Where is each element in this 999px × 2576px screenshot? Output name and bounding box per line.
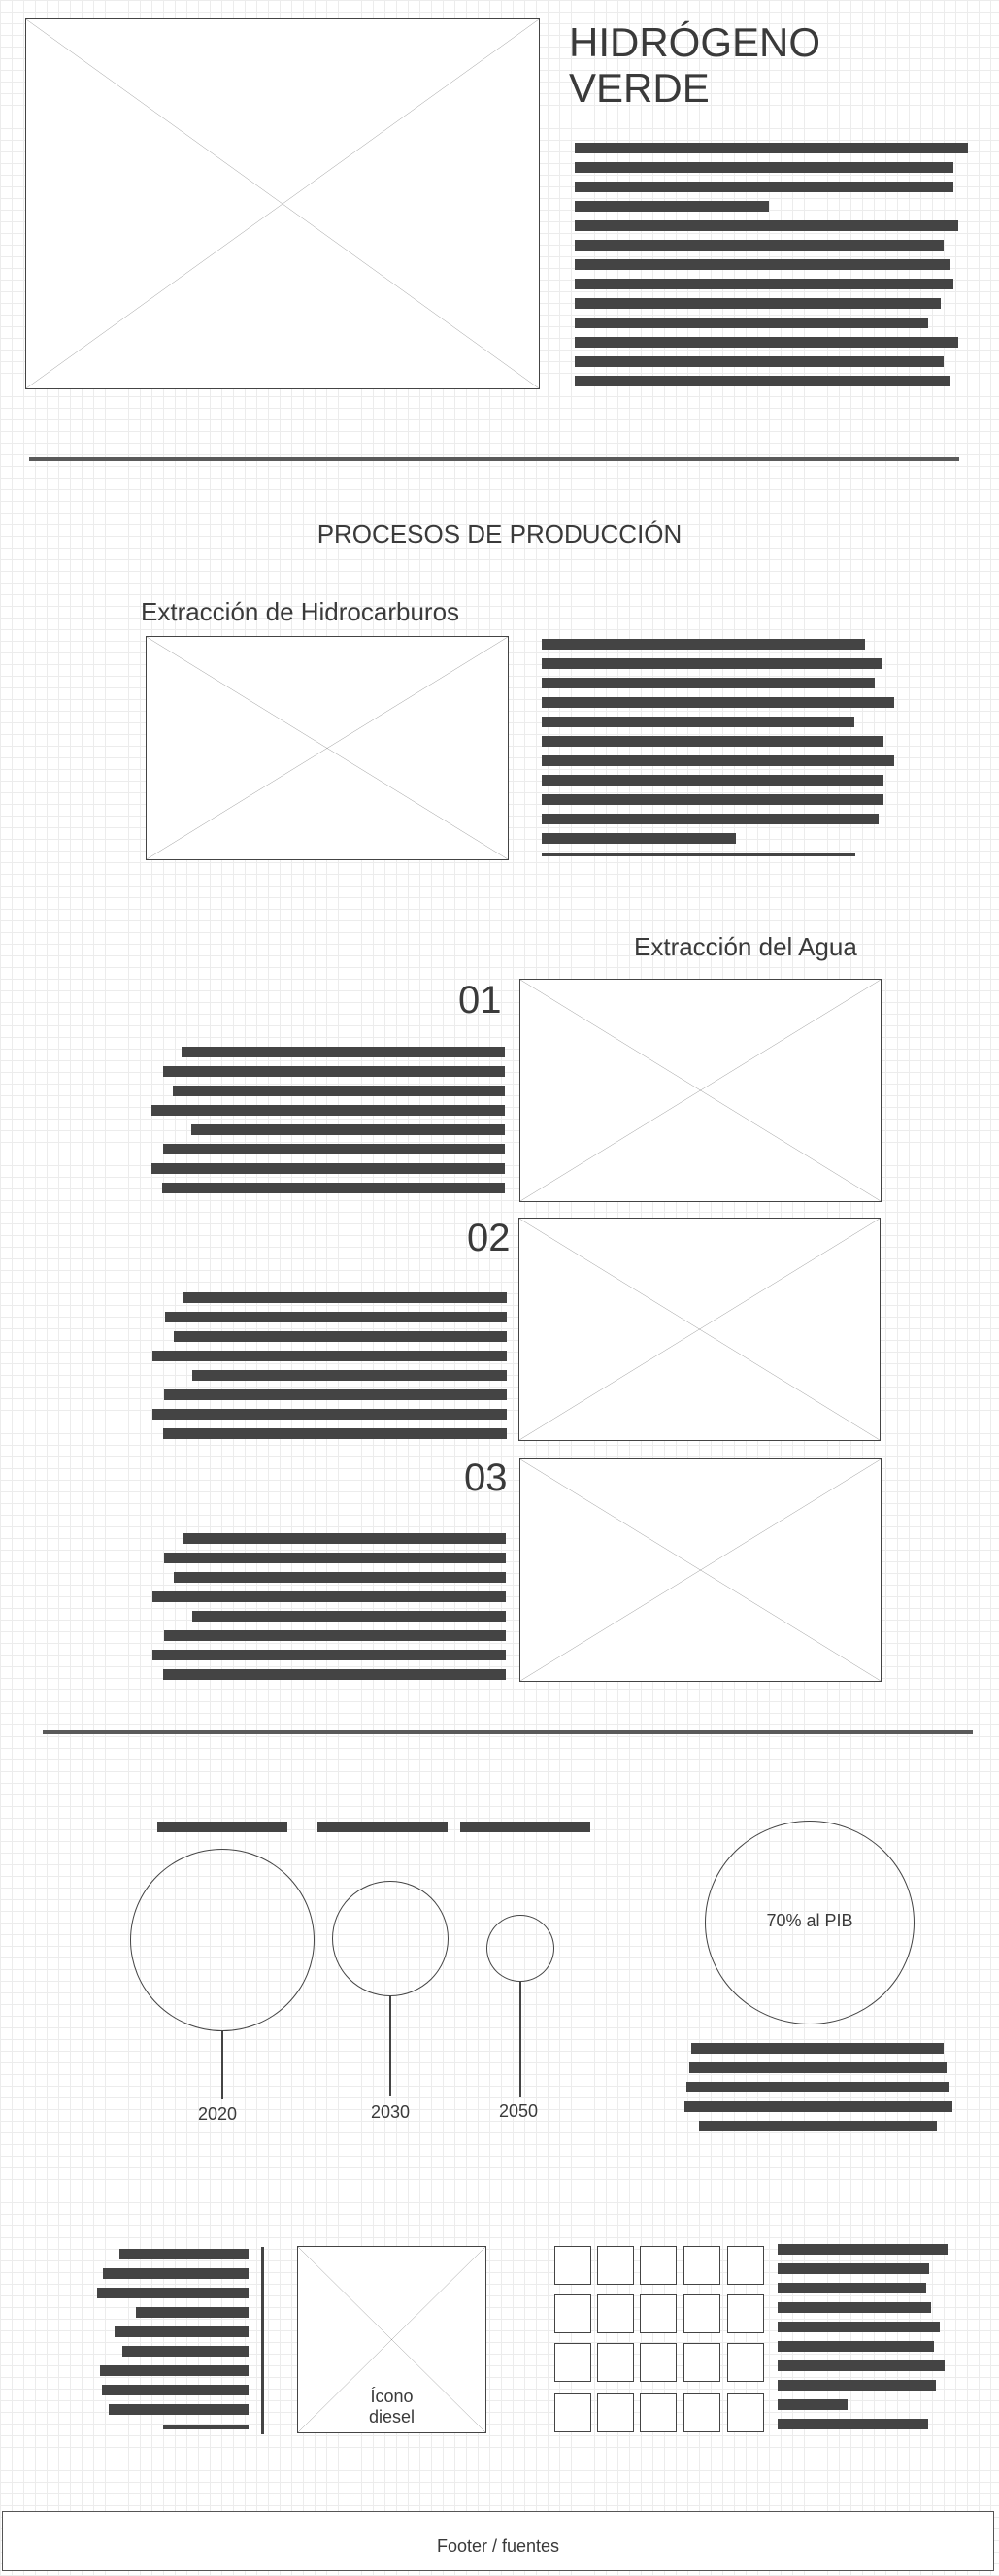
- text-line: [778, 2341, 934, 2352]
- placeholder-x-icon: [520, 1459, 881, 1681]
- text-line: [778, 2263, 929, 2274]
- text-line: [778, 2360, 945, 2371]
- text-line: [575, 182, 953, 192]
- grid-cell: [640, 2393, 677, 2432]
- text-line: [152, 1650, 506, 1660]
- stat-stem: [389, 1996, 391, 2096]
- text-line: [575, 162, 953, 173]
- text-line: [691, 2043, 944, 2054]
- text-line: [575, 220, 958, 231]
- grid-cell: [554, 2294, 591, 2333]
- text-line: [542, 697, 894, 708]
- text-line: [152, 1409, 507, 1420]
- text-line: [151, 1163, 505, 1174]
- hero-image-placeholder: [25, 18, 540, 389]
- grid-cell: [683, 2246, 720, 2285]
- text-line: [575, 201, 769, 212]
- text-line: [152, 1591, 506, 1602]
- grid-cell: [554, 2393, 591, 2432]
- grid-cell: [597, 2343, 634, 2382]
- text-line: [191, 1124, 505, 1135]
- placeholder-x-icon: [519, 1219, 880, 1440]
- placeholder-x-icon: [520, 980, 881, 1201]
- text-line: [778, 2244, 948, 2255]
- text-line: [542, 853, 855, 856]
- footer-label: Footer / fuentes: [436, 2536, 560, 2556]
- grid-cell: [597, 2393, 634, 2432]
- text-line: [686, 2082, 949, 2092]
- grid-cell: [683, 2393, 720, 2432]
- section-divider: [43, 1730, 973, 1734]
- water-heading: Extracción del Agua: [634, 932, 857, 961]
- text-line: [165, 1312, 507, 1322]
- placeholder-x-icon: [147, 637, 508, 859]
- text-line: [575, 337, 958, 348]
- text-line: [100, 2365, 249, 2376]
- text-line: [102, 2385, 249, 2395]
- grid-cell: [640, 2294, 677, 2333]
- text-line: [103, 2268, 249, 2279]
- step-number: 01: [458, 979, 502, 1021]
- text-line: [163, 1428, 507, 1439]
- text-line: [575, 356, 944, 367]
- step-image-placeholder: [519, 979, 882, 1202]
- text-line: [109, 2404, 249, 2415]
- text-line: [778, 2419, 928, 2429]
- text-line: [164, 1630, 506, 1641]
- text-line: [151, 1105, 505, 1116]
- footer: [2, 2511, 994, 2571]
- year-label: 2050: [498, 2101, 539, 2121]
- page-title: [569, 19, 820, 111]
- stat-label-line: [317, 1822, 448, 1832]
- text-line: [182, 1047, 505, 1057]
- text-line: [575, 279, 953, 289]
- stat-circle-2050: [486, 1915, 554, 1982]
- text-line: [575, 318, 928, 328]
- placeholder-x-icon: [26, 19, 539, 388]
- step-image-placeholder: [518, 1218, 881, 1441]
- text-line: [542, 833, 736, 844]
- grid-cell: [597, 2294, 634, 2333]
- text-line: [173, 1086, 505, 1096]
- section-divider: [29, 457, 959, 461]
- text-line: [183, 1533, 506, 1544]
- step-number: 03: [464, 1456, 508, 1499]
- text-line: [575, 259, 950, 270]
- text-line: [575, 240, 944, 251]
- vertical-divider: [261, 2247, 264, 2434]
- diesel-icon-label: [298, 2387, 485, 2427]
- step-image-placeholder: [519, 1458, 882, 1682]
- text-line: [119, 2249, 249, 2259]
- text-line: [163, 1144, 505, 1154]
- grid-cell: [683, 2294, 720, 2333]
- text-line: [575, 143, 968, 153]
- stat-label-line: [157, 1822, 287, 1832]
- text-line: [542, 717, 854, 727]
- text-line: [163, 1066, 505, 1077]
- text-line: [542, 755, 894, 766]
- text-line: [778, 2399, 848, 2410]
- year-label: 2020: [197, 2104, 238, 2124]
- text-line: [542, 678, 875, 688]
- text-line: [115, 2326, 249, 2337]
- text-line: [192, 1611, 506, 1622]
- text-line: [542, 658, 882, 669]
- text-line: [778, 2283, 926, 2293]
- text-line: [542, 814, 879, 824]
- text-line: [136, 2307, 249, 2318]
- stat-stem: [221, 2031, 223, 2099]
- grid-cell: [727, 2343, 764, 2382]
- text-line: [542, 775, 883, 786]
- stat-stem: [519, 1982, 521, 2097]
- text-line: [192, 1370, 507, 1381]
- text-line: [542, 794, 883, 805]
- stat-circle-2020: [130, 1849, 315, 2031]
- text-line: [778, 2322, 940, 2332]
- grid-cell: [640, 2246, 677, 2285]
- year-label: 2030: [370, 2102, 411, 2122]
- text-line: [152, 1351, 507, 1361]
- diesel-icon-label-line2: diesel: [368, 2407, 416, 2426]
- text-line: [689, 2062, 947, 2073]
- page-title-line1: HIDRÓGENO: [569, 19, 821, 65]
- text-line: [164, 1553, 506, 1563]
- text-line: [97, 2288, 249, 2298]
- text-line: [163, 2425, 249, 2429]
- grid-cell: [727, 2294, 764, 2333]
- stat-label-line: [460, 1822, 590, 1832]
- text-line: [174, 1331, 507, 1342]
- diesel-icon-label-line1: Ícono: [370, 2387, 414, 2406]
- grid-cell: [640, 2343, 677, 2382]
- text-line: [542, 736, 883, 747]
- production-heading: PROCESOS DE PRODUCCIÓN: [316, 519, 683, 549]
- text-line: [163, 1669, 506, 1680]
- step-number: 02: [467, 1217, 511, 1259]
- grid-cell: [727, 2246, 764, 2285]
- grid-cell: [554, 2343, 591, 2382]
- hydrocarbons-heading: Extracción de Hidrocarburos: [141, 597, 460, 626]
- grid-cell: [554, 2246, 591, 2285]
- text-line: [778, 2380, 936, 2391]
- hydrocarbons-image-placeholder: [146, 636, 509, 860]
- diesel-icon-placeholder: [297, 2246, 486, 2433]
- text-line: [183, 1292, 507, 1303]
- grid-cell: [683, 2343, 720, 2382]
- gdp-label: 70% al PIB: [766, 1911, 853, 1930]
- page-title-line2: VERDE: [569, 65, 710, 111]
- grid-cell: [597, 2246, 634, 2285]
- text-line: [575, 298, 941, 309]
- text-line: [778, 2302, 931, 2313]
- text-line: [699, 2121, 937, 2131]
- stat-circle-2030: [332, 1881, 449, 1996]
- text-line: [174, 1572, 506, 1583]
- text-line: [684, 2101, 952, 2112]
- text-line: [122, 2346, 249, 2357]
- text-line: [542, 639, 865, 650]
- text-line: [162, 1183, 505, 1193]
- text-line: [575, 376, 950, 386]
- text-line: [164, 1389, 507, 1400]
- grid-cell: [727, 2393, 764, 2432]
